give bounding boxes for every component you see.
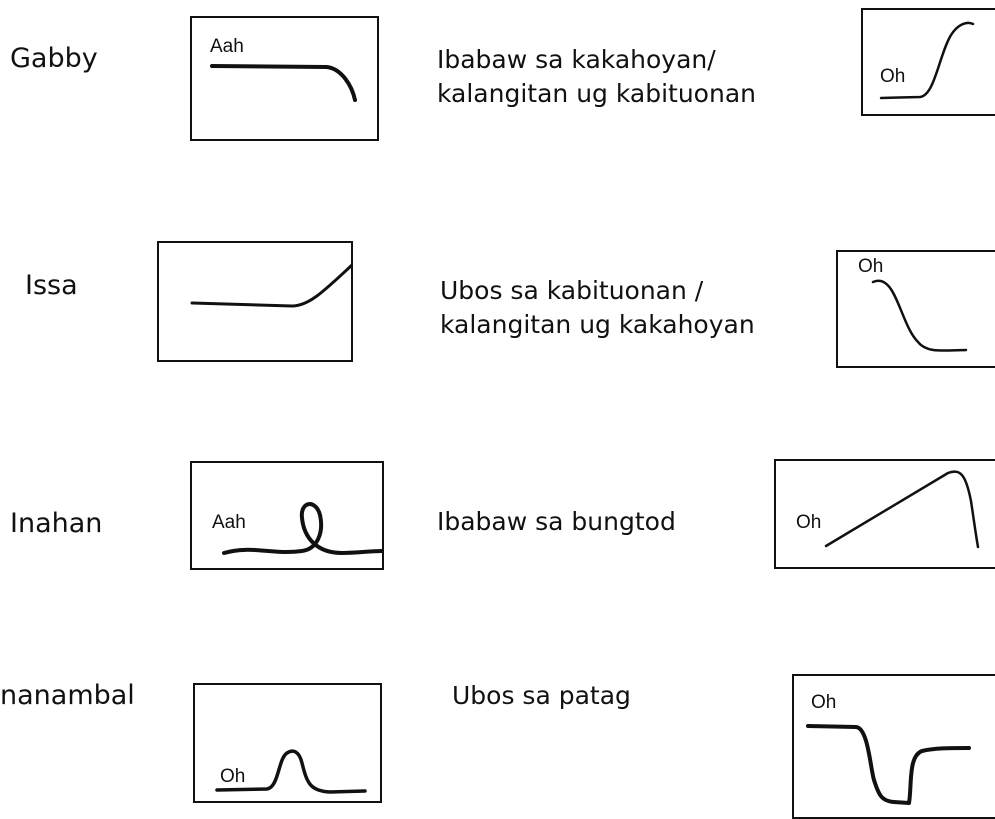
description-line-1: Ibabaw sa kakahoyan/ <box>437 45 716 74</box>
description-line-1: Ubos sa kabituonan / <box>440 276 704 305</box>
description-line-2: kalangitan ug kakahoyan <box>440 310 755 339</box>
pitch-contour-box-hill <box>774 459 995 569</box>
contour-syllable: Oh <box>220 766 246 787</box>
contour-line-hill <box>776 461 995 569</box>
contour-line-fall <box>838 252 995 368</box>
pitch-contour-box-issa <box>157 241 353 362</box>
contour-line-bump <box>195 685 382 803</box>
contour-syllable: Oh <box>880 66 906 87</box>
contour-syllable: Oh <box>858 256 884 277</box>
contour-line-loop <box>192 463 384 570</box>
pitch-contour-box-inahan <box>190 461 384 570</box>
pitch-contour-box-fall <box>836 250 995 368</box>
contour-syllable: Aah <box>212 512 246 533</box>
word-label-issa: Issa <box>25 270 78 301</box>
word-label-gabby: Gabby <box>10 43 98 74</box>
description-line-1: Ubos sa patag <box>452 681 631 710</box>
description-line-1: Ibabaw sa bungtod <box>437 507 676 536</box>
word-label-nanambal: nanambal <box>0 680 135 711</box>
contour-line-flat-then-fall <box>192 18 379 141</box>
pitch-contour-box-gabby <box>190 16 379 141</box>
contour-line-dip <box>794 676 995 819</box>
pitch-contour-box-rise <box>861 8 995 116</box>
pitch-contour-box-nanambal <box>193 683 382 803</box>
contour-syllable: Aah <box>210 36 244 57</box>
word-label-inahan: Inahan <box>10 508 103 539</box>
pitch-contour-box-dip <box>792 674 995 819</box>
contour-syllable: Oh <box>811 692 837 713</box>
contour-line-rise <box>863 10 995 116</box>
contour-line-flat-then-rise <box>159 243 353 362</box>
description-line-2: kalangitan ug kabituonan <box>437 79 756 108</box>
contour-syllable: Oh <box>796 512 822 533</box>
